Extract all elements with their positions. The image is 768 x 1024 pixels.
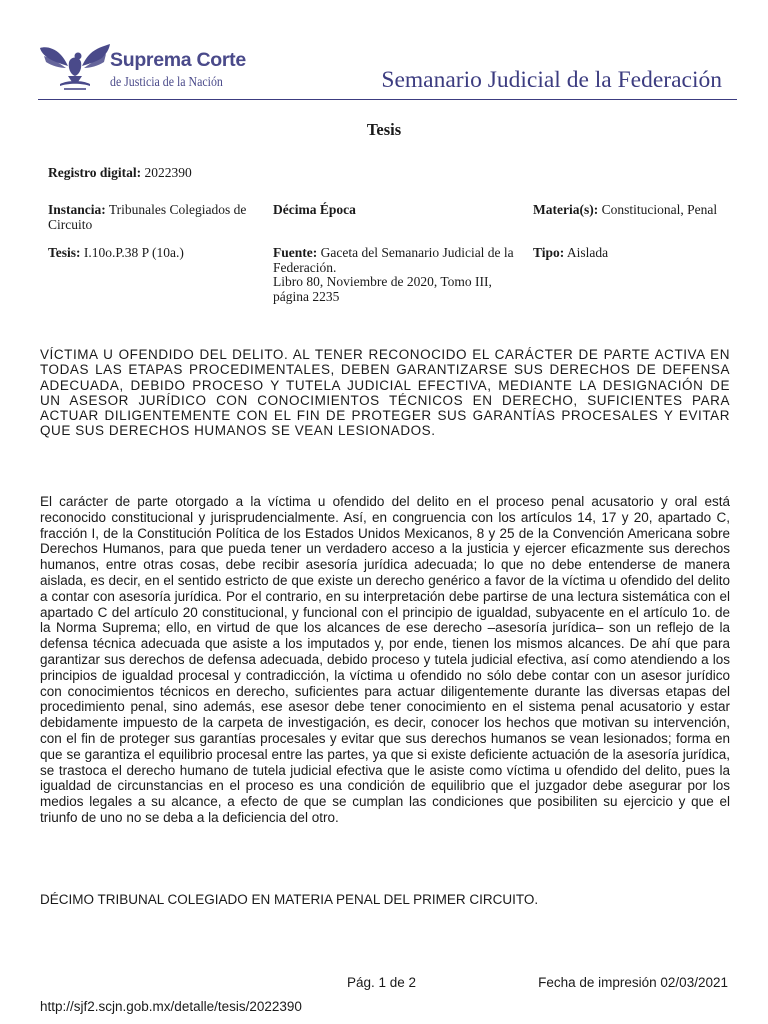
fuente-detail: Libro 80, Noviembre de 2020, Tomo III, página 2235 [273, 274, 492, 304]
registro-label: Registro digital: [48, 165, 142, 180]
tesis-rubro: VÍCTIMA U OFENDIDO DEL DELITO. AL TENER RECONOCIDO EL CARÁCTER DE PARTE ACTIVA EN TODAS LAS ETAPAS PROCEDIMENTALES, DEBEN GARANTIZARSE SUS DERECHOS DE DEFENSA ADECUADA, DEBIDO PROCESO Y TUTELA JUDICIAL EFECTIVA, MEDIANTE LA DESIGNACIÓN DE UN ASESOR JURÍDICO CON CONOCIMIENTOS TÉCNICOS EN DERECHO, SUFICIENTES PARA ACTUAR DILIGENTEMENTE CON EL FIN DE PROTEGER SUS GARANTÍAS PROCESALES Y EVITAR QUE SUS DERECHOS HUMANOS SE VEAN LESIONADOS. [40, 347, 730, 439]
materia-label: Materia(s): [533, 202, 599, 217]
instancia-label: Instancia: [48, 202, 106, 217]
tesis-number [48, 246, 184, 261]
logo-name: Suprema Corte [110, 49, 246, 71]
fuente-label: Fuente: [273, 245, 318, 260]
issuing-court: DÉCIMO TRIBUNAL COLEGIADO EN MATERIA PENAL DEL PRIMER CIRCUITO. [40, 892, 539, 907]
registro-value: 2022390 [144, 165, 192, 180]
instancia-value: Tribunales Colegiados de Circuito [48, 202, 247, 232]
eagle-emblem-icon [38, 42, 112, 92]
materia [533, 203, 733, 218]
materia-value: Constitucional, Penal [601, 202, 718, 217]
registro-digital [48, 166, 192, 181]
source-url: http://sjf2.scjn.gob.mx/detalle/tesis/2022390 [40, 999, 302, 1014]
fuente-value: Gaceta del Semanario Judicial de la Federación. [273, 245, 514, 275]
tipo-label: Tipo: [533, 245, 565, 260]
tipo [533, 246, 608, 261]
tesis-body [40, 494, 730, 826]
document-heading: Tesis [366, 120, 402, 139]
print-date: Fecha de impresión 02/03/2021 [538, 975, 728, 990]
body-paragraph: El carácter de parte otorgado a la víctima u ofendido del delito en el proceso penal acusatorio y oral está reconocido constitucional y jurisprudencialmente. Así, en congruencia con los artículos 14, 17 y 20, apartado C, fracción I, de la Constitución Política de los Estados Unidos Mexicanos, 8 y 25 de la Convención Americana sobre Derechos Humanos, para que pueda tener un verdadero acceso a la justicia y ejercer eficazmente sus derechos humanos, entre otras cosas, debe recibir asesoría jurídica adecuada; lo que no debe entenderse de manera aislada, es decir, en el sentido estricto de que existe un derecho genérico a favor de la víctima u ofendido del delito a contar con asesoría jurídica. Por el contrario, en su interpretación debe partirse de una lectura sistemática con el apartado C del artículo 20 constitucional, y funcional con el principio de igualdad, subyacente en el artículo 1o. de la Norma Suprema; ello, en virtud de que los alcances de ese derecho –asesoría jurídica– son un reflejo de la defensa técnica adecuada que asiste a los imputados y, por ende, tienen los mismos alcances. De ahí que para garantizar sus derechos de defensa adecuada, debido proceso y tutela judicial efectiva, así como atendiendo a los principios de igualdad procesal y contradicción, la víctima u ofendido no sólo debe contar con un asesor jurídico con conocimientos técnicos en derecho, suficientes para actuar diligentemente durante las diversas etapas del procedimiento penal, sino además, ese asesor debe tener conocimiento en el sistema penal acusatorio y estar debidamente impuesto de la carpeta de investigación, es decir, conocer los hechos que motivan su intervención, con el fin de proteger sus garantías procesales y evitar que sus derechos humanos se vean lesionados; forma en que se garantiza el equilibrio procesal entre las partes, ya que si existe deficiente actuación de la asesoría jurídica, se trastoca el derecho humano de tutela judicial efectiva que le asiste como víctima u ofendido del delito, pues la igualdad de circunstancias en el proceso es una condición de equilibrio que el juzgador debe asegurar por los medios legales a su alcance, a efecto de que se cumplan las condiciones que posibiliten su ejercicio y que el triunfo de uno no se deba a la deficiencia del otro. [40, 494, 730, 825]
fuente [273, 246, 528, 304]
tesis-label: Tesis: [48, 245, 81, 260]
epoca [273, 203, 356, 218]
epoca-label: Décima Época [273, 202, 356, 217]
logo-subtitle: de Justicia de la Nación [110, 74, 223, 89]
tesis-value: I.10o.P.38 P (10a.) [83, 245, 184, 260]
instancia [48, 203, 263, 232]
header-divider [38, 99, 737, 100]
tipo-value: Aislada [566, 245, 609, 260]
page-number: Pág. 1 de 2 [347, 975, 417, 990]
publication-title: Semanario Judicial de la Federación [381, 67, 722, 93]
scjn-logo [38, 42, 338, 92]
